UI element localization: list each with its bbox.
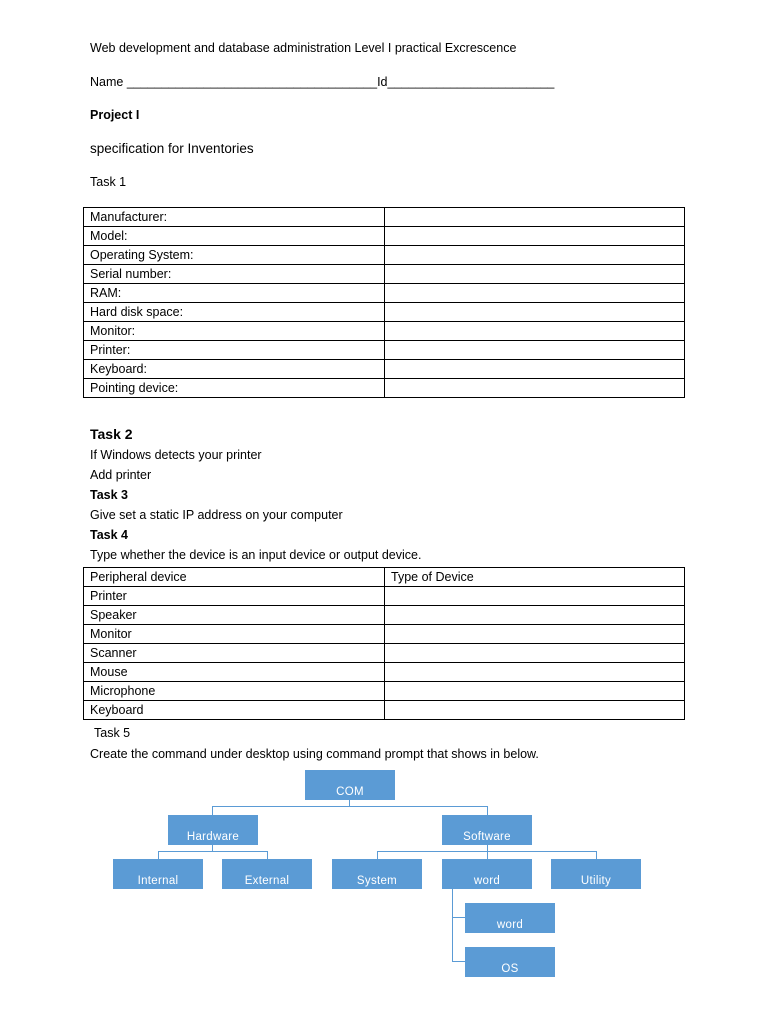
node-utility: Utility — [551, 859, 641, 889]
device-name: Mouse — [84, 663, 385, 682]
node-os: OS — [465, 947, 555, 977]
task2-heading: Task 2 — [90, 426, 133, 442]
connector-level1-bar — [212, 806, 488, 807]
table-row — [84, 606, 685, 625]
row-value-cell — [385, 360, 685, 379]
task4-heading: Task 4 — [90, 528, 128, 542]
device-type-cell — [385, 701, 685, 720]
name-id-line: Name ____________________________________Id________________________ — [90, 75, 555, 89]
table-row — [84, 284, 685, 303]
connector-to-utility — [596, 851, 597, 859]
row-label: Serial number: — [84, 265, 385, 284]
row-value-cell — [385, 303, 685, 322]
row-value-cell — [385, 227, 685, 246]
node-external: External — [222, 859, 312, 889]
row-value-cell — [385, 379, 685, 398]
device-type-cell — [385, 606, 685, 625]
connector-to-os-child — [452, 961, 465, 962]
table-row — [84, 663, 685, 682]
connector-to-software — [487, 806, 488, 815]
task2-line-1: If Windows detects your printer — [90, 448, 262, 462]
node-internal: Internal — [113, 859, 203, 889]
device-name: Microphone — [84, 682, 385, 701]
device-table — [83, 567, 685, 720]
row-value-cell — [385, 341, 685, 360]
row-label: Hard disk space: — [84, 303, 385, 322]
connector-software-bar — [377, 851, 597, 852]
project-heading: Project I — [90, 108, 140, 122]
table-row — [84, 360, 685, 379]
device-type-cell — [385, 644, 685, 663]
table-row — [84, 303, 685, 322]
node-word: word — [442, 859, 532, 889]
table-row — [84, 379, 685, 398]
connector-to-external — [267, 851, 268, 859]
spec-heading: specification for Inventories — [90, 141, 254, 156]
task1-heading: Task 1 — [90, 175, 127, 189]
connector-to-system — [377, 851, 378, 859]
table-row — [84, 208, 685, 227]
task5-line-1: Create the command under desktop using command prompt that shows in below. — [90, 747, 539, 761]
row-label: RAM: — [84, 284, 385, 303]
table-row — [84, 322, 685, 341]
row-label: Pointing device: — [84, 379, 385, 398]
document-title: Web development and database administration Level I practical Excrescence — [90, 41, 517, 55]
table-row — [84, 341, 685, 360]
device-type-cell — [385, 682, 685, 701]
row-value-cell — [385, 265, 685, 284]
header-type-of-device: Type of Device — [385, 568, 685, 587]
task3-heading: Task 3 — [90, 488, 128, 502]
device-name: Keyboard — [84, 701, 385, 720]
connector-hardware-bar — [158, 851, 268, 852]
node-system: System — [332, 859, 422, 889]
task5-heading: Task 5 — [94, 726, 131, 740]
table-row — [84, 625, 685, 644]
table-row — [84, 701, 685, 720]
table-row — [84, 246, 685, 265]
row-label: Monitor: — [84, 322, 385, 341]
task4-line-1: Type whether the device is an input device or output device. — [90, 548, 422, 562]
device-type-cell — [385, 587, 685, 606]
node-word-child: word — [465, 903, 555, 933]
row-label: Manufacturer: — [84, 208, 385, 227]
node-software: Software — [442, 815, 532, 845]
row-value-cell — [385, 322, 685, 341]
connector-root-down — [349, 800, 350, 807]
connector-to-internal — [158, 851, 159, 859]
device-name: Scanner — [84, 644, 385, 663]
connector-to-word-child — [452, 917, 465, 918]
device-type-cell — [385, 663, 685, 682]
node-com: COM — [305, 770, 395, 800]
connector-word-vertical — [452, 889, 453, 961]
table-row — [84, 682, 685, 701]
device-type-cell — [385, 625, 685, 644]
row-label: Operating System: — [84, 246, 385, 265]
table-row — [84, 644, 685, 663]
row-label: Model: — [84, 227, 385, 246]
header-peripheral-device: Peripheral device — [84, 568, 385, 587]
connector-to-hardware — [212, 806, 213, 815]
node-hardware: Hardware — [168, 815, 258, 845]
device-name: Printer — [84, 587, 385, 606]
device-name: Monitor — [84, 625, 385, 644]
inventory-table — [83, 207, 685, 398]
connector-to-word — [487, 851, 488, 859]
row-value-cell — [385, 284, 685, 303]
task2-line-2: Add printer — [90, 468, 152, 482]
table-row — [84, 587, 685, 606]
connector-hardware-down — [212, 845, 213, 851]
row-label: Printer: — [84, 341, 385, 360]
task3-line-1: Give set a static IP address on your computer — [90, 508, 343, 522]
connector-software-down — [487, 845, 488, 851]
row-label: Keyboard: — [84, 360, 385, 379]
table-row — [84, 265, 685, 284]
table-header-row — [84, 568, 685, 587]
device-name: Speaker — [84, 606, 385, 625]
row-value-cell — [385, 246, 685, 265]
row-value-cell — [385, 208, 685, 227]
table-row — [84, 227, 685, 246]
